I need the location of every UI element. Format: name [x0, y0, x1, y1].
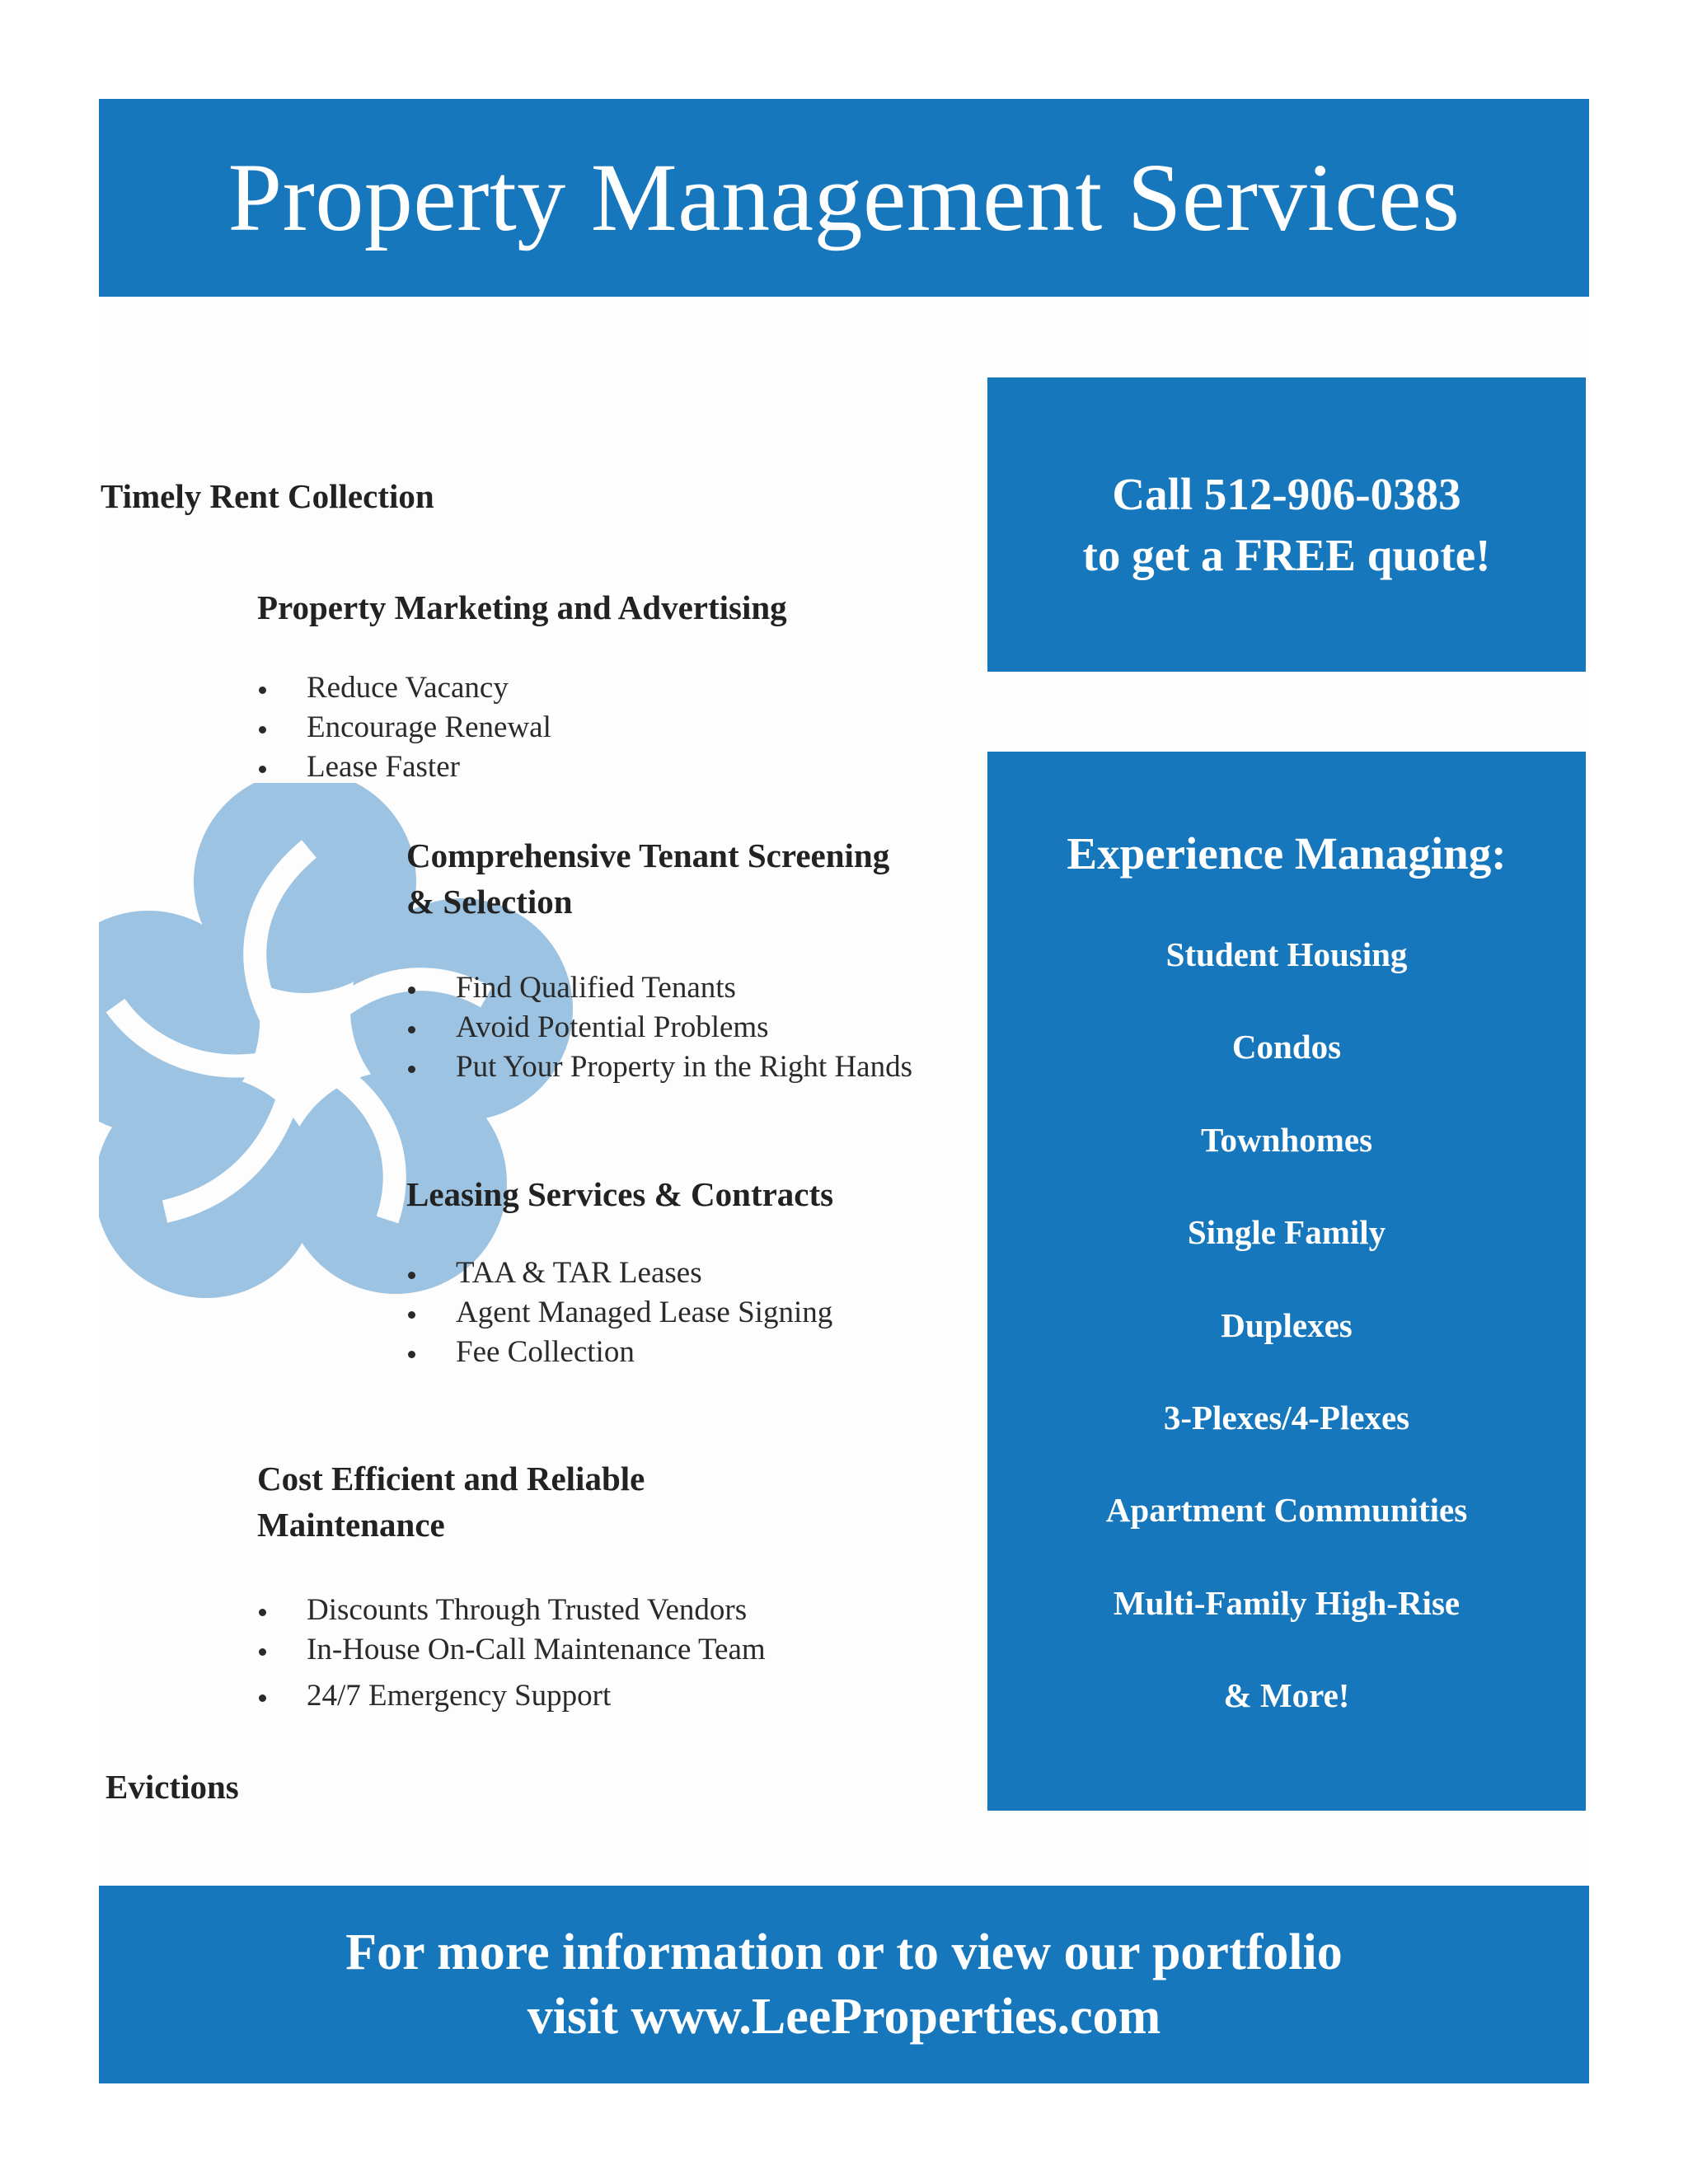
heading-maintenance-line1: Cost Efficient and Reliable	[257, 1460, 645, 1497]
title-banner	[99, 99, 1589, 297]
call-phone-line: Call 512-906-0383	[1112, 468, 1461, 519]
heading-marketing: Property Marketing and Advertising	[257, 588, 787, 626]
screening-bullet-list	[406, 968, 912, 1087]
list-item: Avoid Potential Problems	[406, 1008, 912, 1047]
page-title: Property Management Services	[227, 143, 1461, 251]
list-item: Apartment Communities	[1105, 1491, 1468, 1530]
list-item: & More!	[1223, 1676, 1350, 1715]
list-item: Student Housing	[1165, 935, 1408, 973]
list-item: Lease Faster	[257, 748, 551, 787]
list-item: TAA & TAR Leases	[406, 1254, 832, 1293]
footer-info-line: For more information or to view our portfolio	[345, 1924, 1343, 1980]
list-item: Duplexes	[1221, 1305, 1353, 1344]
list-item: Discounts Through Trusted Vendors	[257, 1591, 766, 1630]
maintenance-bullet-list	[257, 1591, 766, 1716]
list-item: Agent Managed Lease Signing	[406, 1293, 832, 1333]
call-quote-line: to get a FREE quote!	[1082, 529, 1491, 580]
experience-heading: Experience Managing:	[1067, 828, 1507, 879]
list-item: 3-Plexes/4-Plexes	[1163, 1398, 1410, 1436]
list-item: Fee Collection	[406, 1333, 832, 1372]
heading-timely-rent-collection: Timely Rent Collection	[101, 477, 434, 515]
heading-maintenance-line2: Maintenance	[257, 1506, 445, 1544]
leasing-bullet-list	[406, 1254, 832, 1372]
list-item: In-House On-Call Maintenance Team	[257, 1630, 766, 1670]
list-item: Find Qualified Tenants	[406, 968, 912, 1008]
marketing-bullet-list	[257, 668, 551, 787]
list-item: Put Your Property in the Right Hands	[406, 1047, 912, 1087]
heading-leasing: Leasing Services & Contracts	[406, 1175, 834, 1213]
list-item: Multi-Family High-Rise	[1113, 1583, 1461, 1622]
experience-list	[987, 931, 1586, 1765]
heading-maintenance	[257, 1455, 645, 1548]
list-item: Townhomes	[1200, 1120, 1373, 1159]
footer-banner	[99, 1886, 1589, 2083]
experience-box	[987, 752, 1586, 1811]
list-item: Condos	[1231, 1028, 1342, 1066]
heading-screening	[406, 832, 889, 925]
list-item: 24/7 Emergency Support	[257, 1676, 766, 1716]
heading-evictions: Evictions	[106, 1768, 239, 1806]
list-item: Reduce Vacancy	[257, 668, 551, 708]
heading-screening-line1: Comprehensive Tenant Screening	[406, 837, 890, 874]
heading-screening-line2: & Selection	[406, 883, 573, 921]
call-to-action-box	[987, 377, 1586, 672]
list-item: Encourage Renewal	[257, 708, 551, 748]
footer-website-line: visit www.LeeProperties.com	[527, 1989, 1161, 2045]
list-item: Single Family	[1187, 1213, 1386, 1252]
